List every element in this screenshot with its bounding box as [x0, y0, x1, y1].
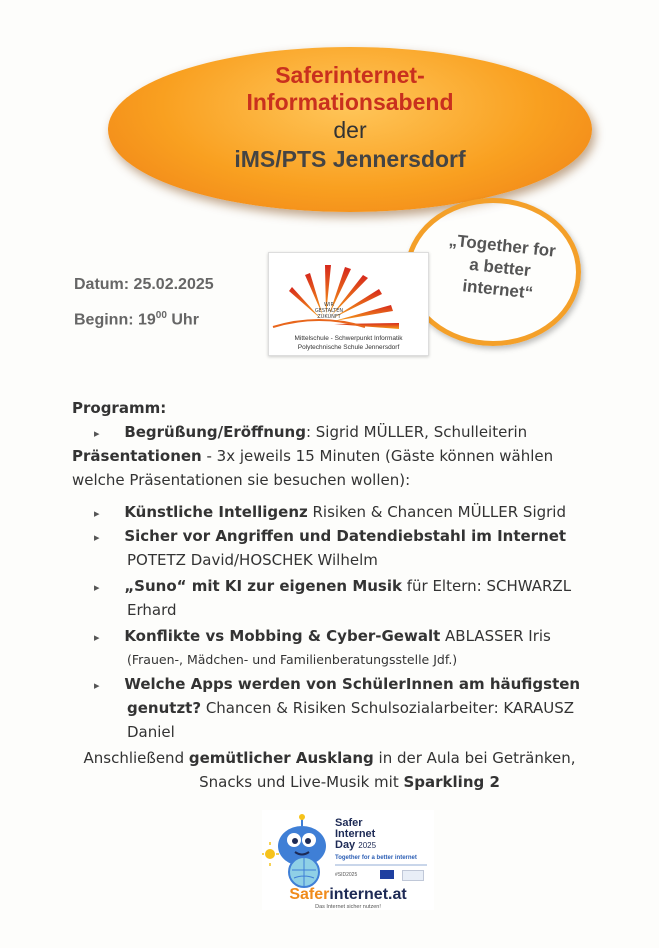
school-slogan-1: WIR	[324, 302, 334, 308]
pres-title: Präsentationen	[72, 447, 202, 465]
safer-internet-day-logo	[262, 810, 434, 910]
item-rest: ABLASSER Iris	[440, 627, 551, 645]
brand-a: Safer	[289, 886, 330, 903]
item-title: „Suno“ mit KI zur eigenen Musik	[124, 577, 402, 595]
title-line-3: der	[333, 117, 367, 143]
eu-flag-icon	[380, 870, 394, 879]
bullet-icon: ▸	[94, 679, 100, 692]
bullet-icon: ▸	[94, 427, 100, 440]
sid-tagline: Together for a better internet	[335, 855, 417, 861]
item-line-2: (Frauen-, Mädchen- und Familienberatungsstelle Jdf.)	[127, 652, 458, 667]
school-slogan	[309, 302, 349, 320]
bullet-icon: ▸	[94, 631, 100, 644]
title-line-1: Saferinternet-	[275, 62, 425, 88]
begin-minutes: 00	[155, 310, 167, 321]
school-caption-2: Polytechnische Schule Jennersdorf	[297, 344, 400, 351]
welcome-rest: : Sigrid MÜLLER, Schulleiterin	[305, 423, 528, 441]
partner-logo-icon	[402, 870, 424, 881]
item-line-2	[127, 696, 574, 720]
welcome-title: Begrüßung/Eröffnung	[124, 423, 306, 441]
begin-unit: Uhr	[166, 311, 199, 329]
sid-name-3: Day	[335, 839, 356, 851]
sun-rays-icon	[269, 253, 428, 333]
item-title: Konflikte vs Mobbing & Cyber-Gewalt	[124, 627, 441, 645]
bullet-icon: ▸	[94, 507, 100, 520]
sid-name-1: Safer	[335, 817, 363, 829]
program-welcome	[94, 420, 527, 446]
pres-line-2: welche Präsentationen sie besuchen wollen):	[72, 471, 411, 489]
item-line-2: Erhard	[127, 601, 177, 619]
event-begin	[74, 310, 199, 329]
slogan-line-1: „Together for	[447, 230, 557, 261]
closing-a: Anschließend	[83, 749, 189, 767]
title-block	[108, 62, 592, 175]
closing-c: in der Aula bei Getränken,	[373, 749, 576, 767]
school-logo	[268, 252, 429, 356]
school-slogan-3: ZUKUNFT	[317, 314, 341, 320]
slogan-line-2: a better	[468, 254, 532, 281]
item-title: Welche Apps werden von SchülerInnen am häufigsten	[124, 675, 581, 693]
item-title: Künstliche Intelligenz	[124, 503, 308, 521]
list-item	[94, 500, 566, 526]
item-title: Sicher vor Angriffen und Datendiebstahl im Internet	[124, 527, 567, 545]
sid-year: 2025	[358, 841, 377, 850]
list-item	[94, 624, 551, 650]
sid-name-2: Internet	[335, 828, 376, 840]
saferinternet-brand	[268, 886, 428, 904]
closing-line-1	[0, 746, 659, 770]
slogan-line-3: internet“	[461, 276, 534, 303]
event-date: Datum: 25.02.2025	[74, 276, 214, 293]
program-heading: Programm:	[72, 399, 167, 417]
sid-hashtag: #SID2025	[335, 872, 358, 878]
school-slogan-2: GESTALTEN	[314, 308, 344, 314]
item-rest: für Eltern: SCHWARZL	[401, 577, 572, 595]
mascot-icon	[262, 812, 332, 890]
item-line-3: Daniel	[127, 723, 175, 741]
closing-b: gemütlicher Ausklang	[188, 749, 374, 767]
list-item	[94, 524, 566, 550]
item-rest: Chancen & Risiken Schulsozialarbeiter: KARAUSZ	[201, 699, 575, 717]
program-presentations	[72, 444, 553, 468]
item-title-2: genutzt?	[127, 699, 202, 717]
closing-line-2	[0, 770, 659, 794]
pres-rest: - 3x jeweils 15 Minuten (Gäste können wählen	[201, 447, 554, 465]
brand-subtitle: Das Internet sicher nutzen!	[315, 904, 381, 910]
title-line-4: iMS/PTS Jennersdorf	[234, 146, 466, 172]
list-item	[94, 574, 571, 600]
item-rest: Risiken & Chancen MÜLLER Sigrid	[307, 503, 566, 521]
closing-d: Snacks und Live-Musik mit	[199, 773, 404, 791]
title-line-2: Informationsabend	[246, 89, 454, 115]
sid-divider	[335, 864, 427, 866]
begin-label: Beginn: 19	[74, 311, 156, 329]
bullet-icon: ▸	[94, 531, 100, 544]
closing-e: Sparkling 2	[403, 773, 500, 791]
list-item	[94, 672, 580, 698]
brand-b: internet.at	[329, 886, 407, 903]
bullet-icon: ▸	[94, 581, 100, 594]
school-caption-1: Mittelschule - Schwerpunkt Informatik	[294, 335, 403, 342]
item-line-2: POTETZ David/HOSCHEK Wilhelm	[127, 551, 378, 569]
sid-name	[335, 818, 376, 851]
